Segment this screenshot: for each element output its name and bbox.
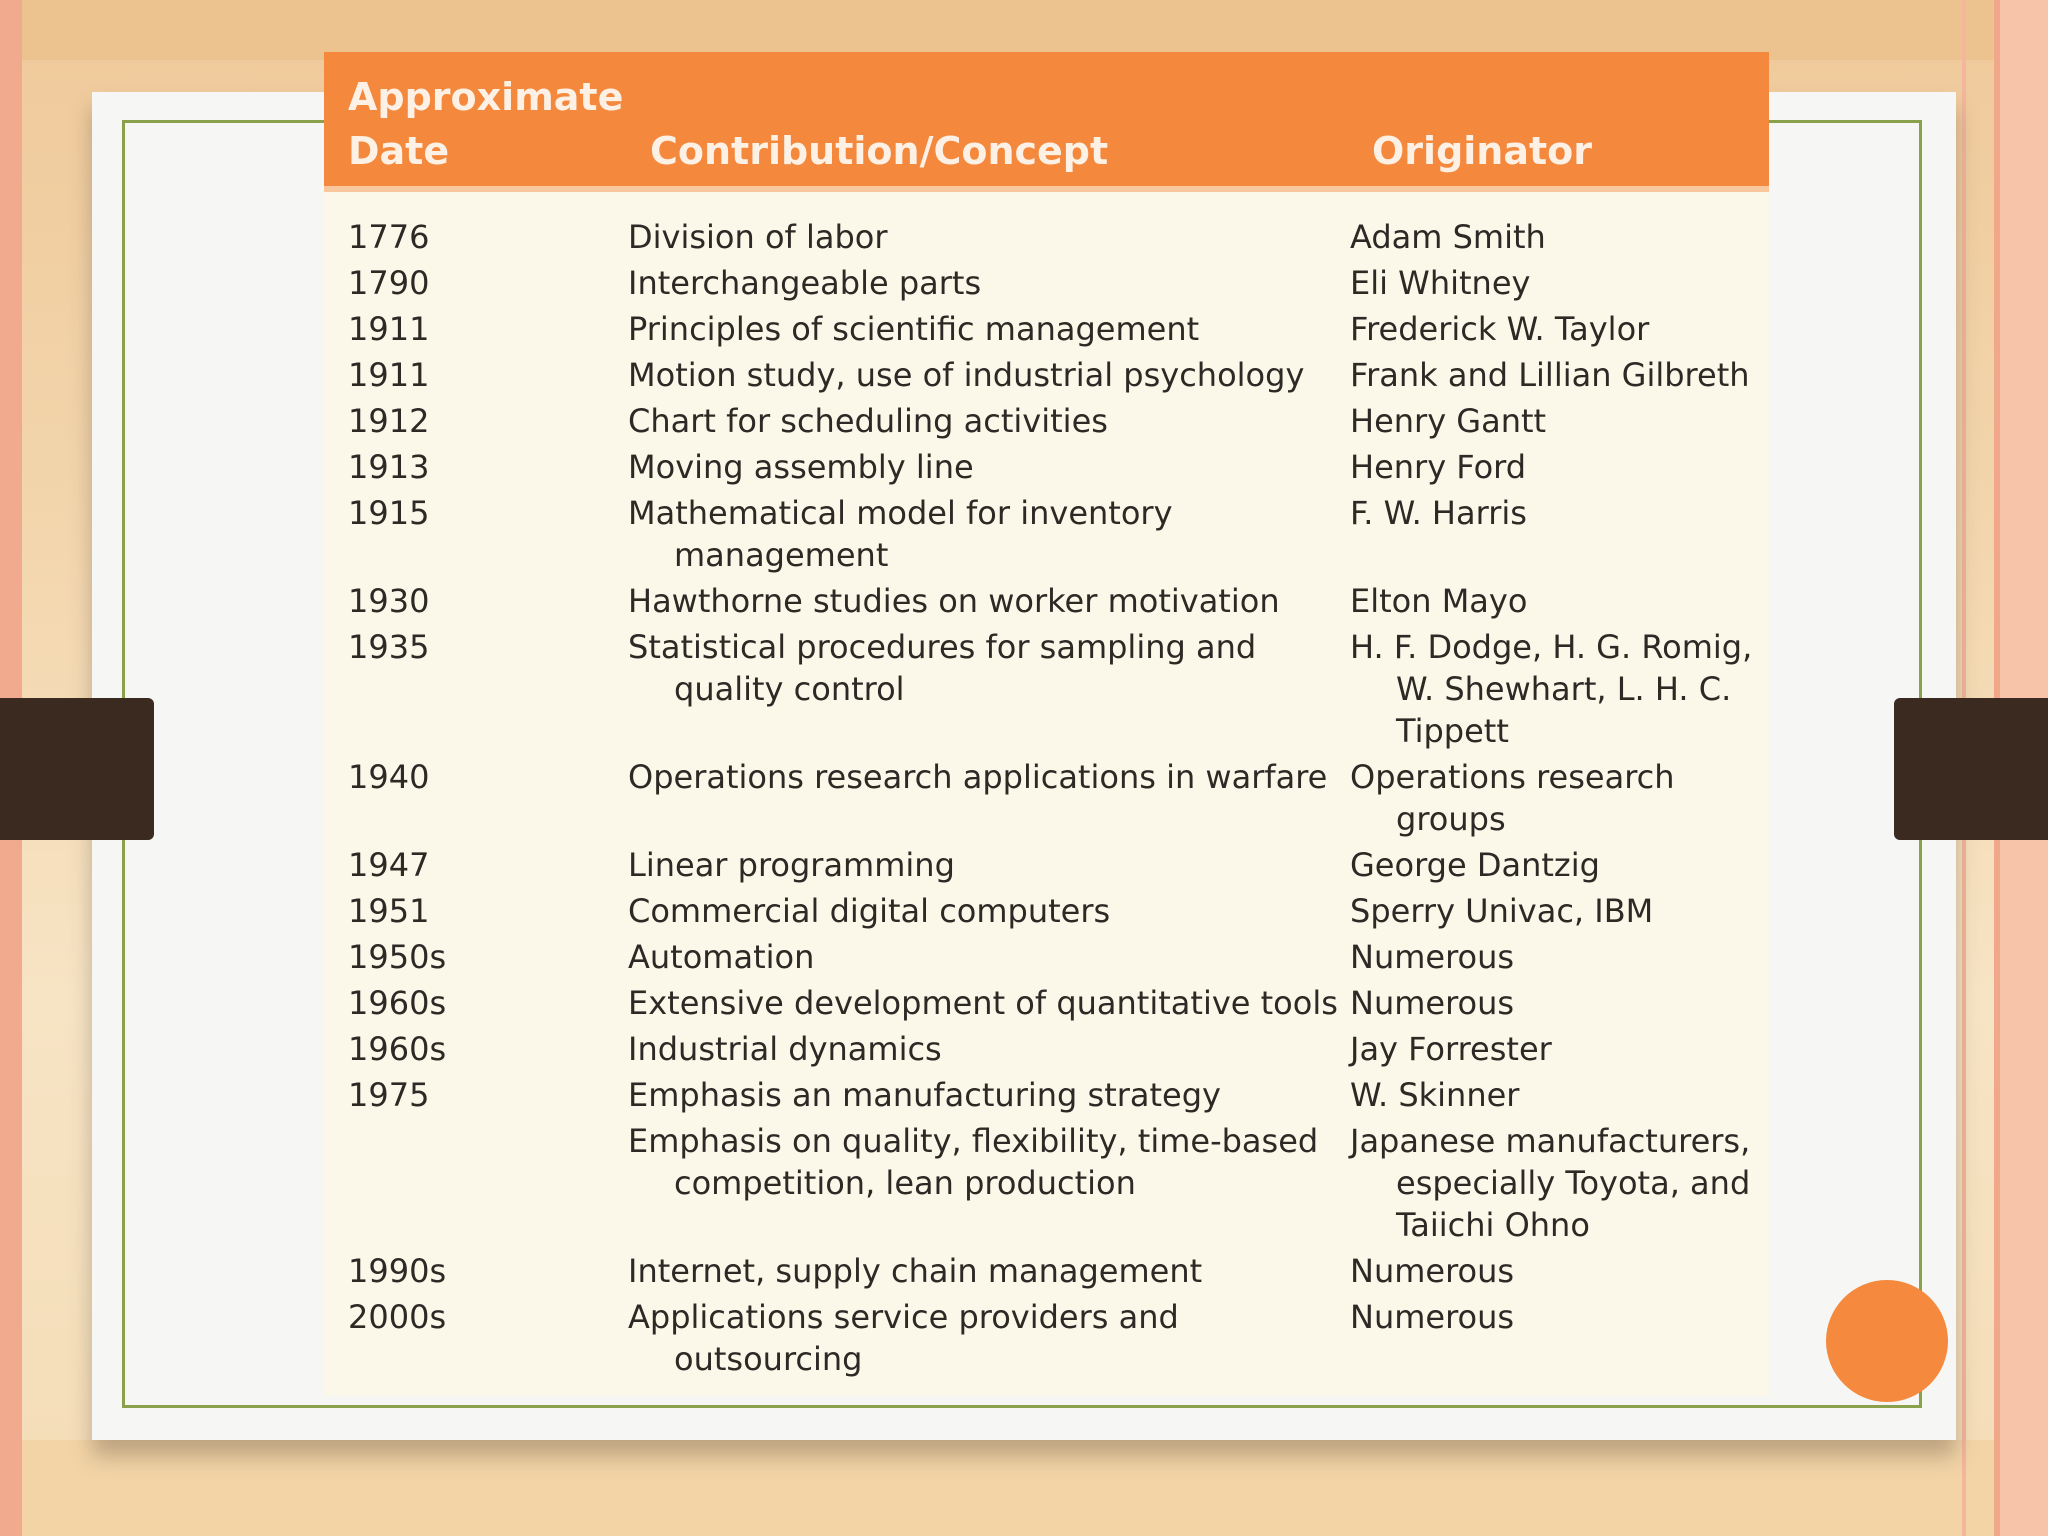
row-date: 2000s	[348, 1298, 447, 1336]
row-originator: Japanese manufacturers, especially Toyota, and Taiichi Ohno	[1350, 1122, 1751, 1244]
row-originator: F. W. Harris	[1350, 494, 1527, 532]
header-originator: Originator	[1372, 129, 1593, 173]
table-header	[324, 52, 1769, 192]
row-date: 1950s	[348, 938, 447, 976]
row-concept: Mathematical model for inventory management	[628, 494, 1173, 574]
row-originator: Frank and Lillian Gilbreth	[1350, 356, 1750, 394]
row-originator: Henry Gantt	[1350, 402, 1547, 440]
table-row	[324, 982, 1769, 1028]
row-concept: Internet, supply chain management	[628, 1252, 1203, 1290]
table-row	[324, 580, 1769, 626]
accent-circle	[1826, 1280, 1948, 1402]
table-row	[324, 1296, 1769, 1384]
header-concept: Contribution/Concept	[650, 129, 1109, 173]
row-date: 1776	[348, 218, 430, 256]
header-date: Approximate Date	[348, 75, 624, 173]
row-concept: Industrial dynamics	[628, 1030, 942, 1068]
row-date: 1930	[348, 582, 430, 620]
row-originator: Numerous	[1350, 1298, 1515, 1336]
table-row	[324, 308, 1769, 354]
table-row	[324, 756, 1769, 844]
row-concept: Motion study, use of industrial psychology	[628, 356, 1305, 394]
row-date: 1913	[348, 448, 430, 486]
table-row	[324, 216, 1769, 262]
table-row	[324, 890, 1769, 936]
row-date: 1975	[348, 1076, 430, 1114]
table-body	[324, 216, 1769, 1384]
row-concept: Chart for scheduling activities	[628, 402, 1108, 440]
table-row	[324, 936, 1769, 982]
row-concept: Extensive development of quantitative tools	[628, 984, 1338, 1022]
row-date: 1915	[348, 494, 430, 532]
background-streak	[0, 1440, 2048, 1536]
row-concept: Statistical procedures for sampling and quality control	[628, 628, 1257, 708]
row-concept: Operations research applications in warfare	[628, 758, 1328, 796]
row-concept: Moving assembly line	[628, 448, 974, 486]
history-table	[324, 52, 1769, 1396]
row-concept: Emphasis on quality, flexibility, time-based competition, lean production	[628, 1122, 1319, 1202]
row-date: 1911	[348, 310, 430, 348]
row-concept: Commercial digital computers	[628, 892, 1111, 930]
table-row	[324, 262, 1769, 308]
row-originator: George Dantzig	[1350, 846, 1600, 884]
row-date: 1790	[348, 264, 430, 302]
table-row	[324, 400, 1769, 446]
row-originator: Henry Ford	[1350, 448, 1527, 486]
row-originator: H. F. Dodge, H. G. Romig, W. Shewhart, L. H. C. Tippett	[1350, 628, 1753, 750]
table-row	[324, 1250, 1769, 1296]
row-originator: Operations research groups	[1350, 758, 1675, 838]
row-date: 1912	[348, 402, 430, 440]
row-originator: Numerous	[1350, 984, 1515, 1022]
row-date: 1990s	[348, 1252, 447, 1290]
row-originator: Numerous	[1350, 938, 1515, 976]
right-decorative-tab	[1894, 698, 2048, 840]
table-row	[324, 1028, 1769, 1074]
row-concept: Hawthorne studies on worker motivation	[628, 582, 1280, 620]
row-date: 1947	[348, 846, 430, 884]
row-date: 1935	[348, 628, 430, 666]
table-row	[324, 354, 1769, 400]
row-date: 1940	[348, 758, 430, 796]
row-originator: Frederick W. Taylor	[1350, 310, 1650, 348]
row-originator: Adam Smith	[1350, 218, 1546, 256]
row-originator: Numerous	[1350, 1252, 1515, 1290]
table-row	[324, 446, 1769, 492]
row-originator: Eli Whitney	[1350, 264, 1531, 302]
row-originator: W. Skinner	[1350, 1076, 1520, 1114]
row-concept: Principles of scientific management	[628, 310, 1200, 348]
row-originator: Jay Forrester	[1350, 1030, 1552, 1068]
row-concept: Linear programming	[628, 846, 955, 884]
row-date: 1960s	[348, 1030, 447, 1068]
row-concept: Division of labor	[628, 218, 888, 256]
row-originator: Elton Mayo	[1350, 582, 1528, 620]
table-row	[324, 626, 1769, 756]
table-row	[324, 844, 1769, 890]
row-date: 1960s	[348, 984, 447, 1022]
table-row	[324, 1074, 1769, 1120]
row-concept: Emphasis an manufacturing strategy	[628, 1076, 1221, 1114]
table-row	[324, 492, 1769, 580]
row-date: 1951	[348, 892, 430, 930]
row-date: 1911	[348, 356, 430, 394]
left-decorative-tab	[0, 698, 154, 840]
background-streak	[0, 0, 2048, 60]
row-originator: Sperry Univac, IBM	[1350, 892, 1654, 930]
table-row	[324, 1120, 1769, 1250]
row-concept: Applications service providers and outsourcing	[628, 1298, 1179, 1378]
row-concept: Interchangeable parts	[628, 264, 982, 302]
row-concept: Automation	[628, 938, 815, 976]
